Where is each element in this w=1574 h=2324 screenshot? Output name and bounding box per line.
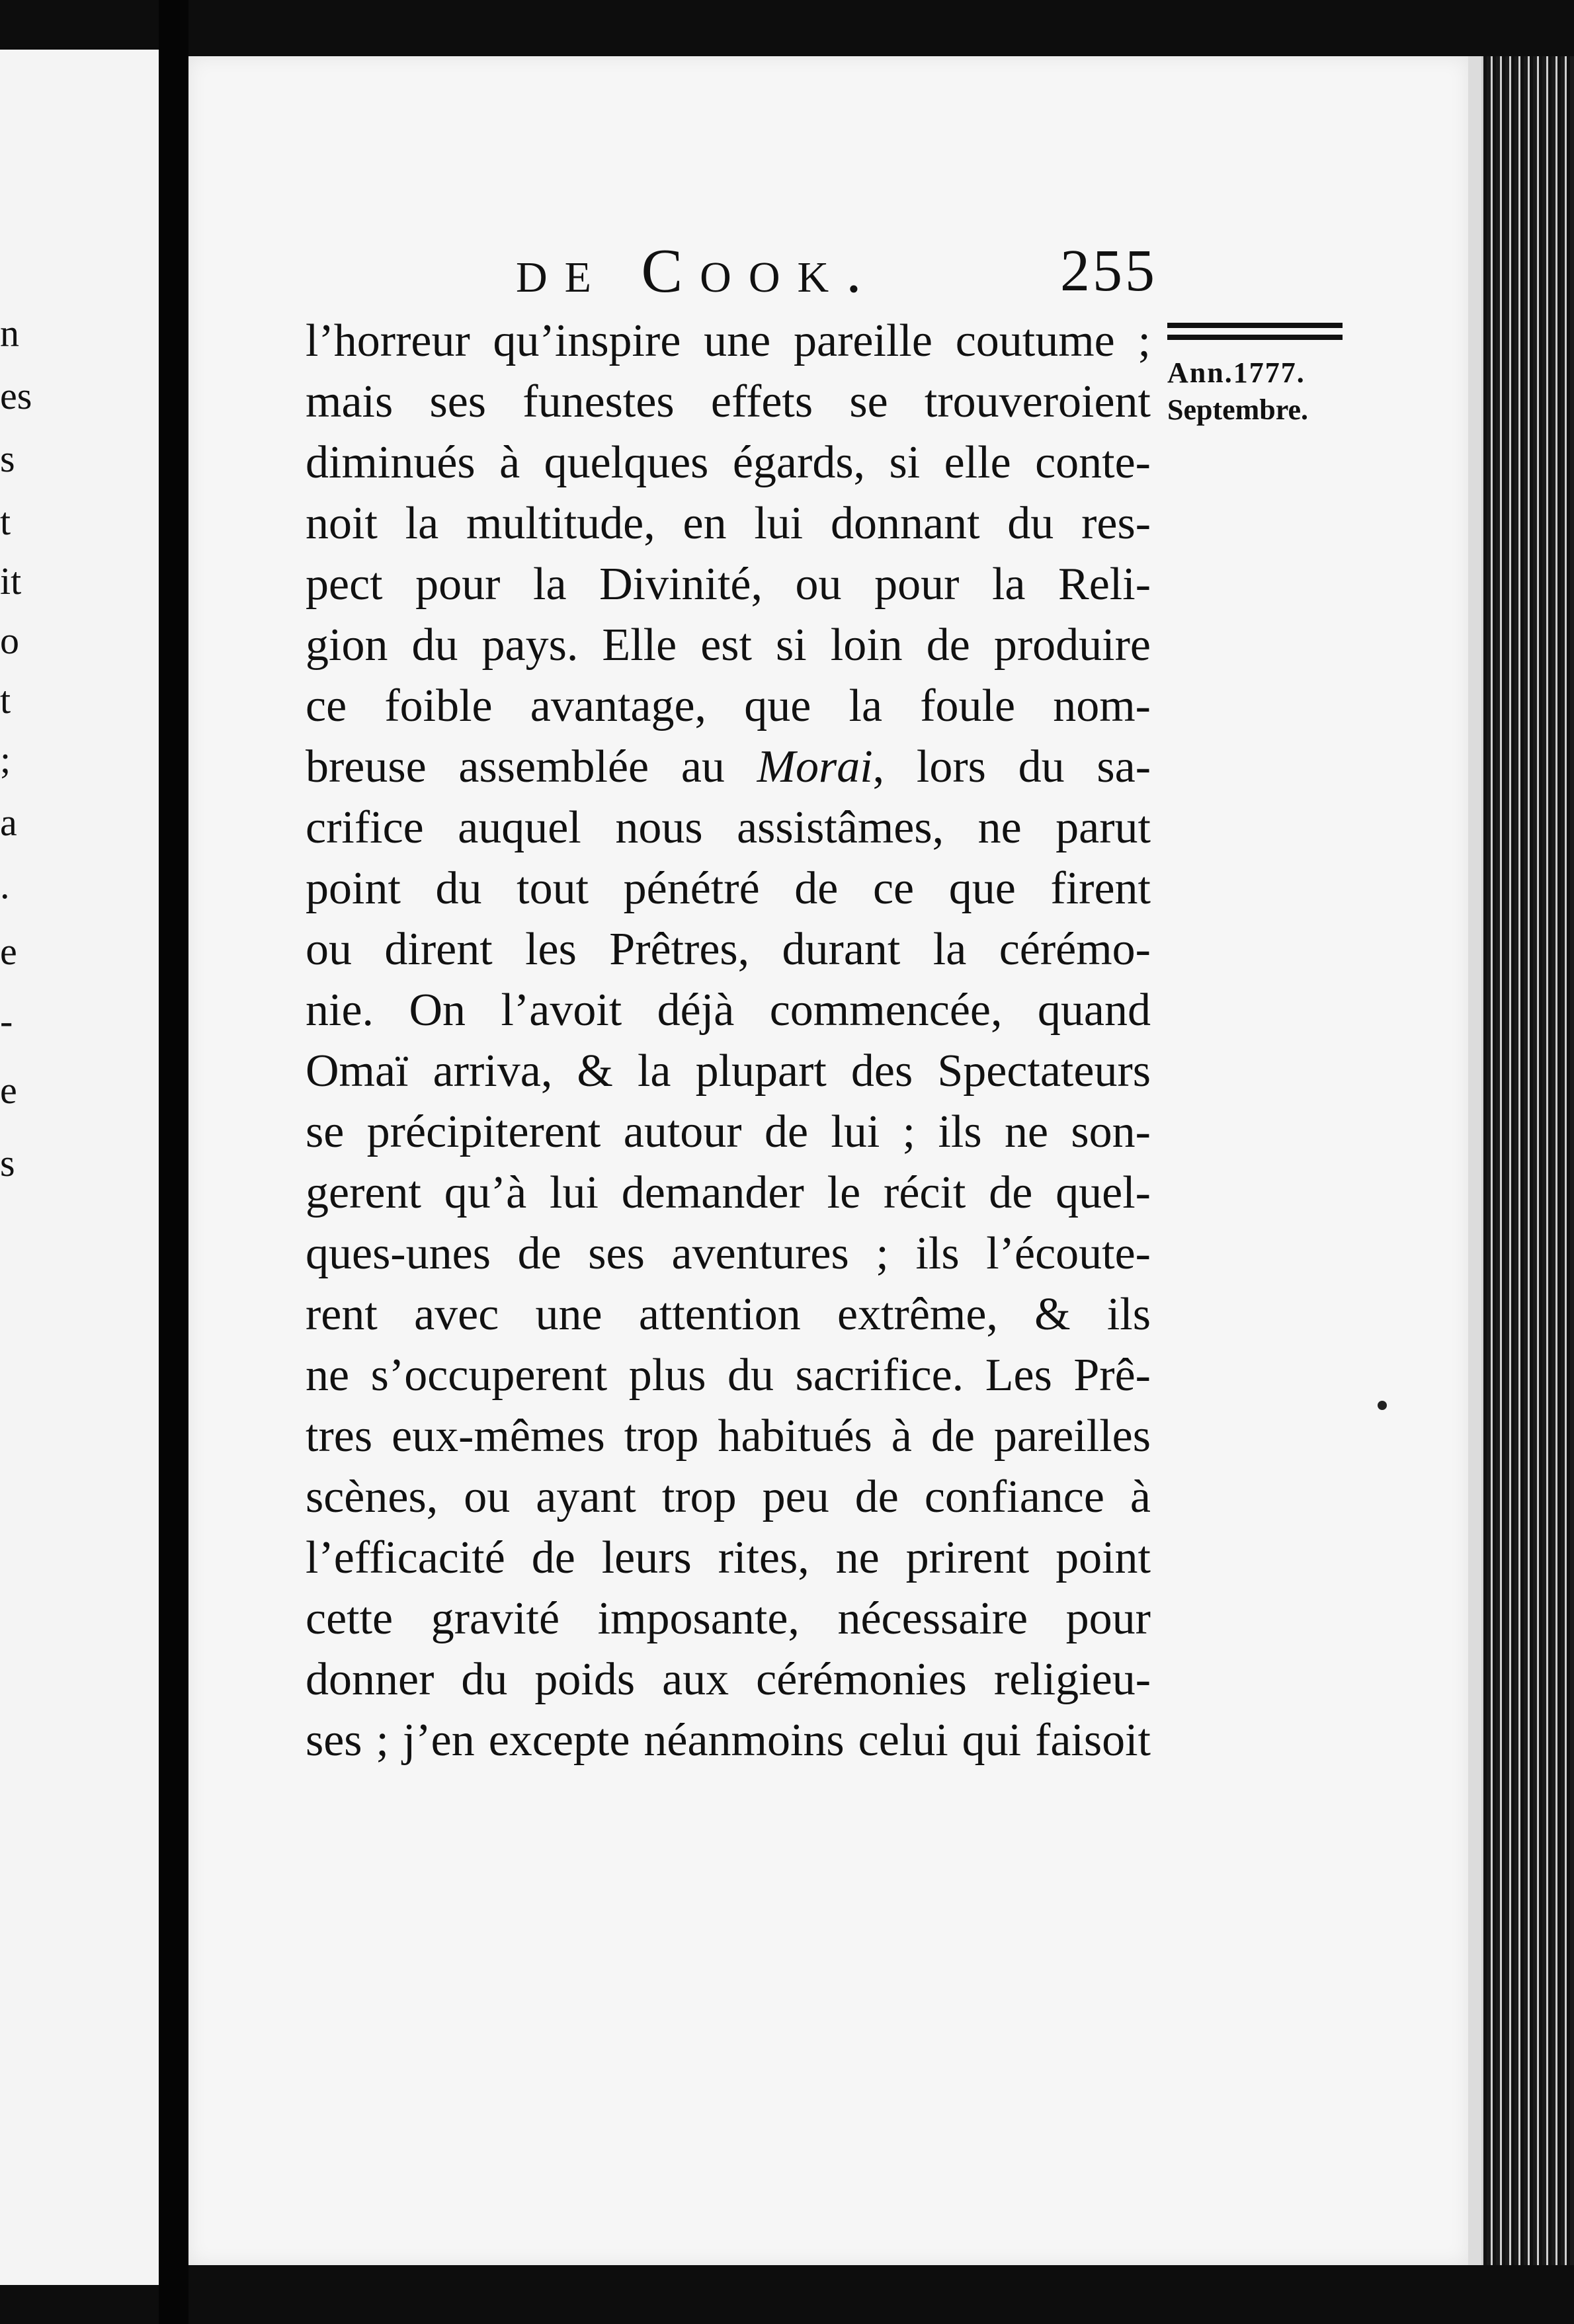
book-gutter: [159, 0, 188, 2324]
text-line: ou dirent les Prêtres, durant la cérémo-: [306, 924, 1151, 975]
text-line: ques-unes de ses aventures ; ils l’écoute-: [306, 1228, 1151, 1279]
page-edges: [1468, 56, 1574, 2265]
running-title: de Cook.: [516, 237, 879, 306]
text-line: ce foible avantage, que la foule nom-: [306, 681, 1151, 731]
left-page-fragment: ;: [0, 738, 11, 781]
left-page-fragment: o: [0, 619, 19, 662]
body-text: [306, 311, 1151, 1771]
text-segment: , lors du sa-: [872, 741, 1151, 792]
text-line: diminués à quelques égards, si elle conte-: [306, 437, 1151, 488]
margin-year: Ann.1777.: [1167, 356, 1305, 389]
left-page-fragment: .: [0, 864, 10, 907]
ink-speck: [1378, 1401, 1387, 1410]
left-page-fragment: t: [0, 500, 11, 543]
text-line: gerent qu’à lui demander le récit de quel-: [306, 1167, 1151, 1218]
text-line: l’horreur qu’inspire une pareille coutume ;: [306, 315, 1151, 366]
margin-note: [1167, 323, 1343, 429]
page-number: 255: [1060, 238, 1157, 304]
text-line: mais ses funestes effets se trouveroient: [306, 376, 1151, 427]
left-page-fragment: a: [0, 801, 17, 844]
left-page-fragment: s: [0, 437, 15, 480]
text-line: scènes, ou ayant trop peu de confiance à: [306, 1472, 1151, 1522]
text-line: rent avec une attention extrême, & ils: [306, 1289, 1151, 1340]
text-line: [306, 737, 1151, 798]
text-line: tres eux-mêmes trop habitués à de pareilles: [306, 1411, 1151, 1462]
text-line: cette gravité imposante, nécessaire pour: [306, 1593, 1151, 1644]
left-page-fragment: es: [0, 374, 32, 417]
left-page-fragment: -: [0, 999, 13, 1042]
text-line: crifice auquel nous assistâmes, ne parut: [306, 802, 1151, 853]
page-edge-highlight: [1468, 56, 1481, 2265]
text-line: Omaï arriva, & la plupart des Spectateurs: [306, 1046, 1151, 1097]
text-line: se précipiterent autour de lui ; ils ne son-: [306, 1106, 1151, 1157]
left-page-fragment: s: [0, 1141, 15, 1184]
text-line: ses ; j’en excepte néanmoins celui qui faisoit: [306, 1715, 1151, 1766]
text-line: donner du poids aux cérémonies religieu-: [306, 1654, 1151, 1705]
margin-month: Septembre.: [1167, 394, 1309, 426]
text-line: l’efficacité de leurs rites, ne prirent point: [306, 1532, 1151, 1583]
left-adjacent-page: [0, 50, 159, 2285]
left-page-fragment: t: [0, 679, 11, 722]
text-line: pect pour la Divinité, ou pour la Reli-: [306, 559, 1151, 610]
margin-rule: [1167, 323, 1343, 340]
left-page-fragment: it: [0, 560, 22, 602]
text-line: ne s’occuperent plus du sacrifice. Les Prê-: [306, 1350, 1151, 1401]
text-line: point du tout pénétré de ce que firent: [306, 863, 1151, 914]
text-line: noit la multitude, en lui donnant du res-: [306, 498, 1151, 549]
text-segment: breuse assemblée au: [306, 741, 725, 792]
italic-word: Morai: [757, 741, 873, 792]
text-line: gion du pays. Elle est si loin de produire: [306, 620, 1151, 671]
text-line: nie. On l’avoit déjà commencée, quand: [306, 985, 1151, 1036]
left-page-fragment: e: [0, 1069, 17, 1112]
left-page-fragment: n: [0, 311, 19, 354]
page-header: [516, 235, 1177, 308]
left-page-fragment: e: [0, 930, 17, 973]
